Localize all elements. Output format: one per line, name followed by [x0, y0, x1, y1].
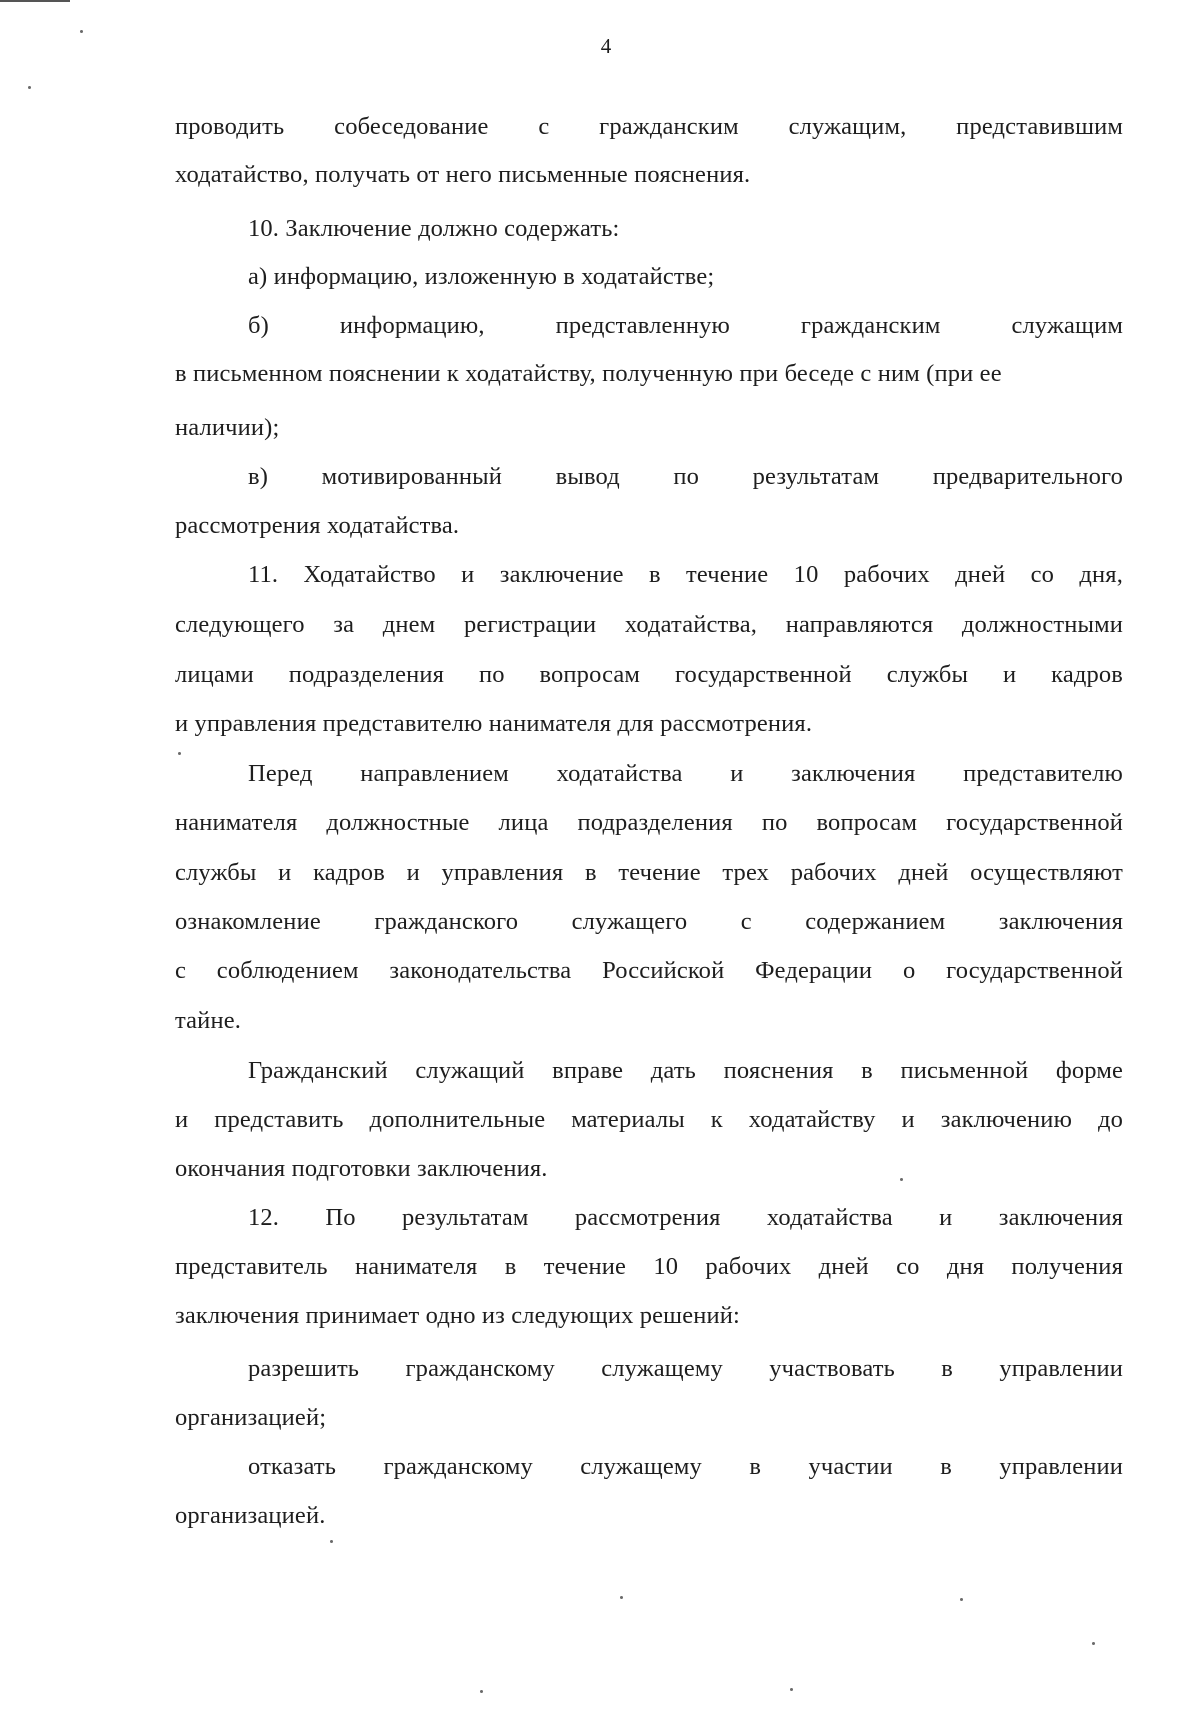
scan-speck [1092, 1642, 1095, 1645]
text-line: Гражданский служащий вправе дать пояснения в письменной форме [248, 1057, 1123, 1084]
text-line: ознакомление гражданского служащего с содержанием заключения [175, 908, 1123, 935]
page-number: 4 [600, 34, 612, 58]
text-line: в письменном пояснении к ходатайству, полученную при беседе с ним (при ее [175, 360, 1002, 387]
scan-speck [620, 1596, 623, 1599]
text-line: в) мотивированный вывод по результатам предварительного [248, 463, 1123, 490]
text-line: 12. По результатам рассмотрения ходатайства и заключения [248, 1204, 1123, 1231]
text-line: проводить собеседование с гражданским служащим, представившим [175, 113, 1123, 140]
text-line: а) информацию, изложенную в ходатайстве; [248, 263, 715, 290]
text-line: с соблюдением законодательства Российской Федерации о государственной [175, 957, 1123, 984]
scan-speck [330, 1540, 333, 1543]
text-line: организацией. [175, 1502, 326, 1529]
text-line: следующего за днем регистрации ходатайства, направляются должностными [175, 611, 1123, 638]
text-line: отказать гражданскому служащему в участии в управлении [248, 1453, 1123, 1480]
text-line: ходатайство, получать от него письменные пояснения. [175, 161, 751, 188]
text-line: тайне. [175, 1007, 242, 1034]
scan-speck [900, 1178, 903, 1181]
text-line: окончания подготовки заключения. [175, 1155, 548, 1182]
text-line: лицами подразделения по вопросам государственной службы и кадров [175, 661, 1123, 688]
text-line: организацией; [175, 1404, 327, 1431]
text-line: заключения принимает одно из следующих решений: [175, 1302, 740, 1329]
text-line: представитель нанимателя в течение 10 рабочих дней со дня получения [175, 1253, 1123, 1280]
text-line: разрешить гражданскому служащему участвовать в управлении [248, 1355, 1123, 1382]
text-line: наличии); [175, 414, 280, 441]
scan-speck [178, 752, 181, 755]
scan-speck [790, 1688, 793, 1691]
scan-speck [28, 86, 31, 89]
text-line: Перед направлением ходатайства и заключения представителю [248, 760, 1123, 787]
scan-speck [960, 1598, 963, 1601]
text-line: 11. Ходатайство и заключение в течение 10 рабочих дней со дня, [248, 561, 1123, 588]
scan-speck [80, 30, 83, 33]
text-line: б) информацию, представленную гражданским служащим [248, 312, 1123, 339]
scan-speck [480, 1690, 483, 1693]
text-line: и управления представителю нанимателя для рассмотрения. [175, 710, 813, 737]
text-line: и представить дополнительные материалы к ходатайству и заключению до [175, 1106, 1123, 1133]
text-line: рассмотрения ходатайства. [175, 512, 460, 539]
scan-edge-mark [0, 0, 70, 2]
text-line: 10. Заключение должно содержать: [248, 215, 620, 242]
text-line: службы и кадров и управления в течение трех рабочих дней осуществляют [175, 859, 1123, 886]
text-line: нанимателя должностные лица подразделения по вопросам государственной [175, 809, 1123, 836]
